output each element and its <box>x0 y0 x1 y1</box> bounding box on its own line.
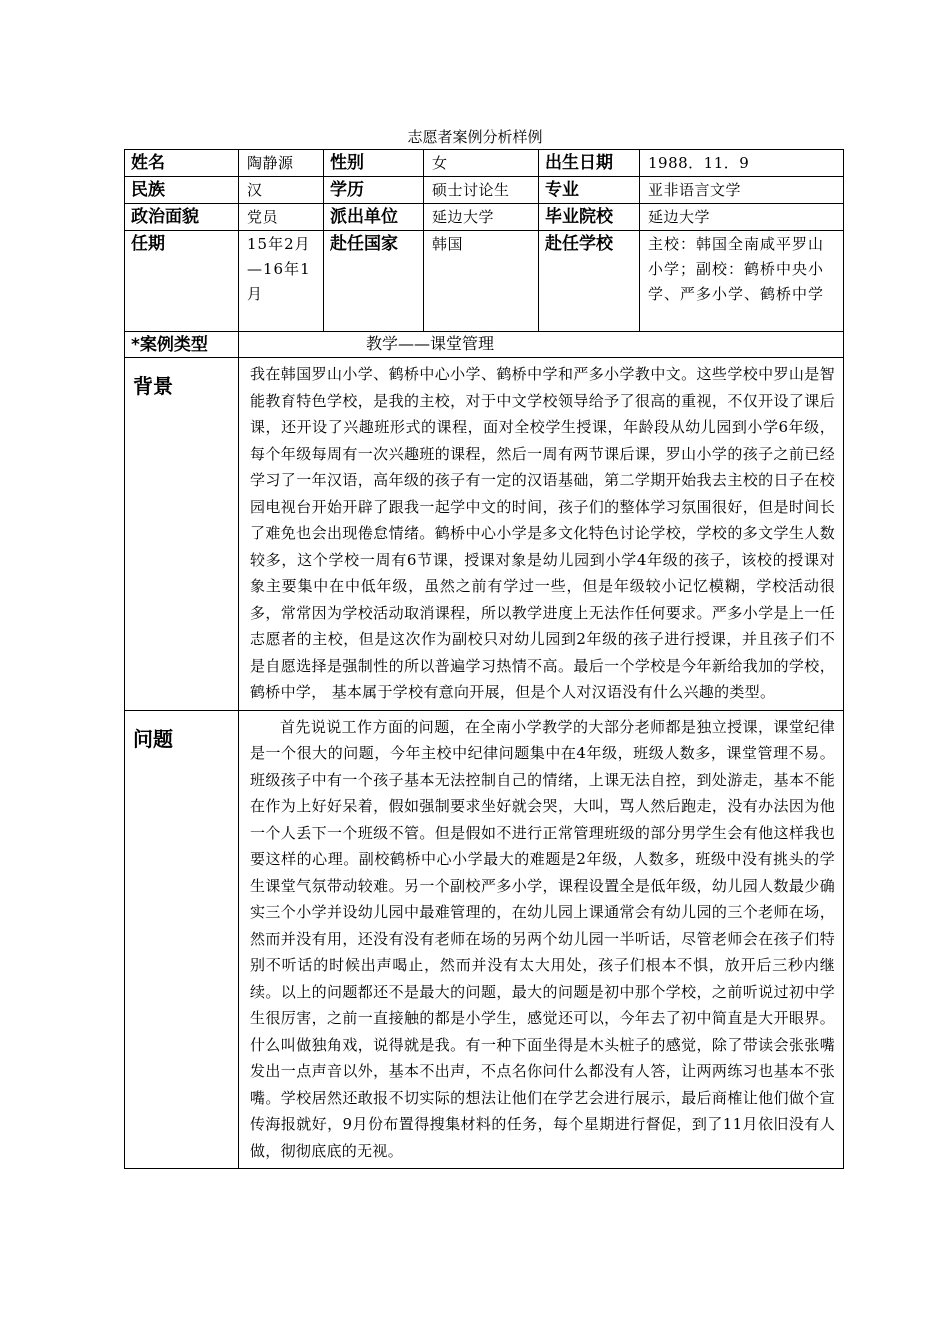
political-status-value: 党员 <box>239 204 324 231</box>
page-title: 志愿者案例分析样例 <box>407 128 543 146</box>
host-country-label: 赴任国家 <box>324 231 424 332</box>
volunteer-case-form <box>124 149 844 1169</box>
background-text: 我在韩国罗山小学、鹤桥中心小学、鹤桥中学和严多小学教中文。这些学校中罗山是智能教育特色学校，是我的主校，对于中文学校领导给予了很高的重视，不仅开设了课后课，还开设了兴趣班形式的课程，面对全校学生授课，年龄段从幼儿园到小学6年级，每个年级每周有一次兴趣班的课程，然后一周有两节课后课，罗山小学的孩子之前已经学习了一年汉语，高年级的孩子有一定的汉语基础，第二学期开始我去主校的日子在校园电视台开始开辟了跟我一起学中文的时间，孩子们的整体学习氛围很好，但是时间长了难免也会出现倦怠情绪。鹤桥中心小学是多文化特色讨论学校，学校的多文学生人数较多，这个学校一周有6节课，授课对象是幼儿园到小学4年级的孩子，该校的授课对象主要集中在中低年级，虽然之前有学过一些，但是年级较小记忆模糊，学校活动很多，常常因为学校活动取消课程，所以教学进度上无法作任何要求。严多小学是上一任志愿者的主校，但是这次作为副校只对幼儿园到2年级的孩子进行授课，并且孩子们不是自愿选择是强制性的所以普遍学习热情不高。最后一个学校是今年新给我加的学校，鹤桥中学， 基本属于学校有意向开展，但是个人对汉语没有什么兴趣的类型。 <box>239 358 844 711</box>
political-status-label: 政治面貌 <box>125 204 239 231</box>
host-country-value: 韩国 <box>424 231 539 332</box>
gender-value: 女 <box>424 150 539 177</box>
birth-date-label: 出生日期 <box>539 150 640 177</box>
education-value: 硕士讨论生 <box>424 177 539 204</box>
case-type-value: 教学——课堂管理 <box>239 332 844 358</box>
ethnicity-label: 民族 <box>125 177 239 204</box>
gender-label: 性别 <box>324 150 424 177</box>
ethnicity-value: 汉 <box>239 177 324 204</box>
graduate-school-value: 延边大学 <box>640 204 844 231</box>
case-type-label: *案例类型 <box>125 332 239 358</box>
term-label: 任期 <box>125 231 239 332</box>
host-school-value: 主校：韩国全南咸平罗山小学；副校：鹤桥中央小学、严多小学、鹤桥中学 <box>640 231 844 332</box>
term-value: 15年2月—16年1月 <box>239 231 324 332</box>
graduate-school-label: 毕业院校 <box>539 204 640 231</box>
sending-unit-value: 延边大学 <box>424 204 539 231</box>
education-label: 学历 <box>324 177 424 204</box>
sending-unit-label: 派出单位 <box>324 204 424 231</box>
background-label: 背景 <box>125 358 239 711</box>
problem-label: 问题 <box>125 710 239 1169</box>
major-label: 专业 <box>539 177 640 204</box>
problem-text: 首先说说工作方面的问题，在全南小学教学的大部分老师都是独立授课，课堂纪律是一个很大的问题，今年主校中纪律问题集中在4年级，班级人数多，课堂管理不易。班级孩子中有一个孩子基本无法控制自己的情绪，上课无法自控，到处游走，基本不能在作为上好好呆着，假如强制要求坐好就会哭，大叫，骂人然后跑走，没有办法因为他一个人丢下一个班级不管。但是假如不进行正常管理班级的部分男学生会有他这样我也要这样的心理。副校鹤桥中心小学最大的难题是2年级，人数多，班级中没有挑头的学生课堂气氛带动较难。另一个副校严多小学，课程设置全是低年级，幼儿园人数最少确实三个小学并设幼儿园中最难管理的，在幼儿园上课通常会有幼儿园的三个老师在场，然而并没有用，还没有没有老师在场的另两个幼儿园一半听话，尽管老师会在孩子们特别不听话的时候出声喝止，然而并没有太大用处，孩子们根本不惧，放开后三秒内继续。以上的问题都还不是最大的问题，最大的问题是初中那个学校，之前听说过初中学生很厉害，之前一直接触的都是小学生，感觉还可以，今年去了初中简直是大开眼界。什么叫做独角戏，说得就是我。有一种下面坐得是木头桩子的感觉，除了带读会张张嘴发出一点声音以外，基本不出声，不点名你问什么都没有人答，让两两练习也基本不张嘴。学校居然还敢报不切实际的想法让他们在学艺会进行展示，最后商榷让他们做个宣传海报就好，9月份布置得搜集材料的任务，每个星期进行督促，到了11月依旧没有人做，彻彻底底的无视。 <box>239 710 844 1169</box>
name-label: 姓名 <box>125 150 239 177</box>
major-value: 亚非语言文学 <box>640 177 844 204</box>
host-school-label: 赴任学校 <box>539 231 640 332</box>
birth-date-value: 1988．11．9 <box>640 150 844 177</box>
name-value: 陶静源 <box>239 150 324 177</box>
